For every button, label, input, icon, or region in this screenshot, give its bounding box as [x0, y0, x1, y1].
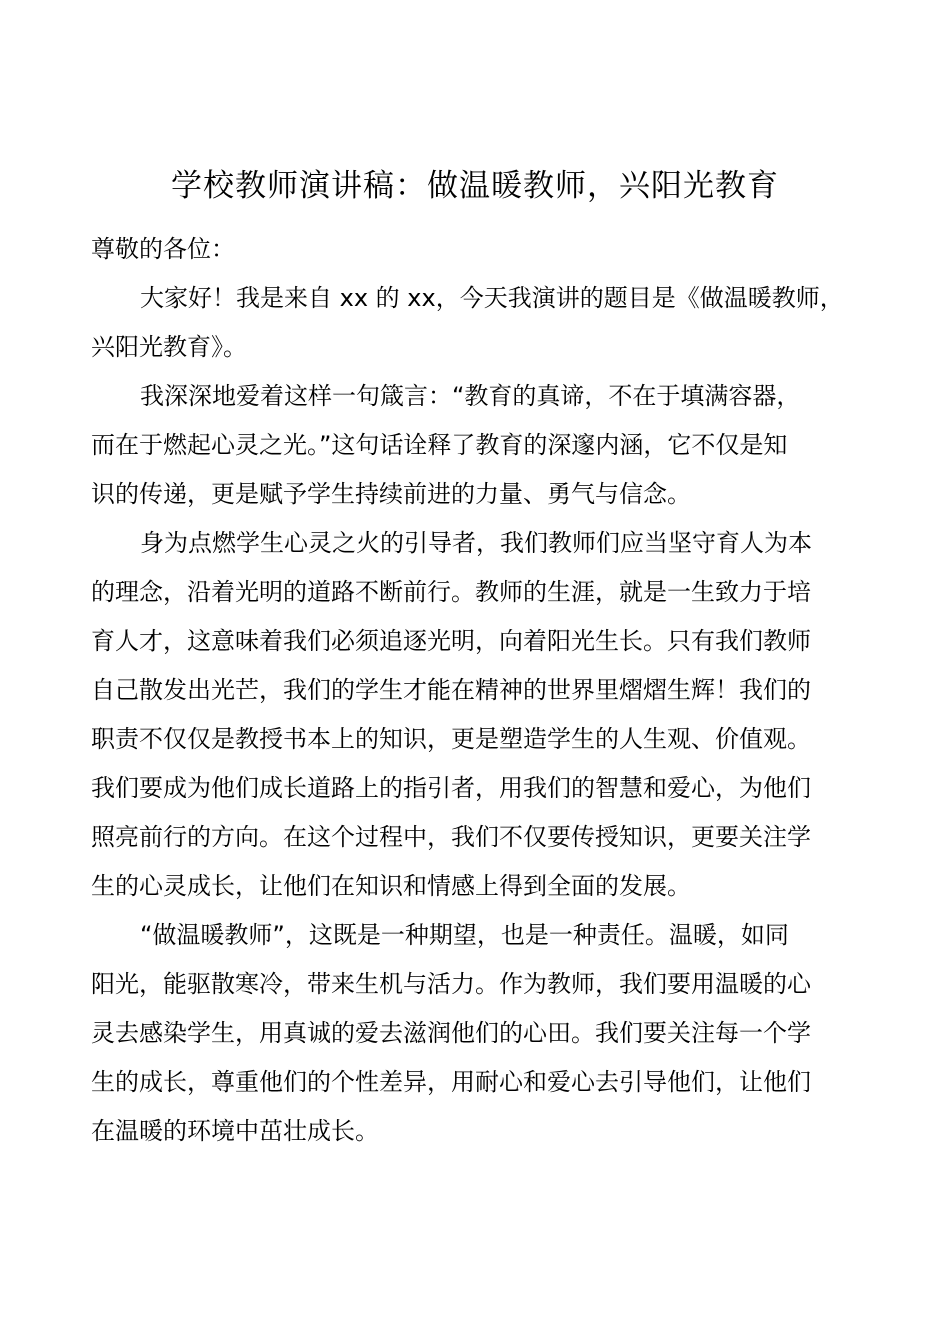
- text-line: 大家好！我是来自 xx 的 xx，今天我演讲的题目是《做温暖教师，: [140, 284, 844, 312]
- text-line: 在温暖的环境中茁壮成长。: [91, 1117, 379, 1145]
- text-line: 阳光，能驱散寒冷，带来生机与活力。作为教师，我们要用温暖的心: [91, 970, 811, 998]
- text-line: 的理念，沿着光明的道路不断前行。教师的生涯，就是一生致力于培: [91, 578, 811, 606]
- text-line: 生的成长，尊重他们的个性差异，用耐心和爱心去引导他们，让他们: [91, 1068, 811, 1096]
- text-line: 照亮前行的方向。在这个过程中，我们不仅要传授知识，更要关注学: [91, 823, 811, 851]
- text-line: 识的传递，更是赋予学生持续前进的力量、勇气与信念。: [91, 480, 691, 508]
- text-line: “做温暖教师”，这既是一种期望，也是一种责任。温暖，如同: [140, 921, 789, 949]
- text-line: 我深深地爱着这样一句箴言：“教育的真谛，不在于填满容器，: [140, 382, 801, 410]
- text-line: 生的心灵成长，让他们在知识和情感上得到全面的发展。: [91, 872, 691, 900]
- text-line: 而在于燃起心灵之光。”这句话诠释了教育的深邃内涵，它不仅是知: [91, 431, 788, 459]
- text-line: 身为点燃学生心灵之火的引导者，我们教师们应当坚守育人为本: [140, 529, 812, 557]
- text-line: 职责不仅仅是教授书本上的知识，更是塑造学生的人生观、价值观。: [91, 725, 811, 753]
- text-line: 我们要成为他们成长道路上的指引者，用我们的智慧和爱心，为他们: [91, 774, 811, 802]
- document-title: 学校教师演讲稿：做温暖教师，兴阳光教育: [171, 168, 779, 204]
- text-line: 灵去感染学生，用真诚的爱去滋润他们的心田。我们要关注每一个学: [91, 1019, 811, 1047]
- text-line: 自己散发出光芒，我们的学生才能在精神的世界里熠熠生辉！我们的: [91, 676, 811, 704]
- salutation: 尊敬的各位：: [91, 235, 235, 263]
- text-line: 兴阳光教育》。: [91, 333, 247, 361]
- text-line: 育人才，这意味着我们必须追逐光明，向着阳光生长。只有我们教师: [91, 627, 811, 655]
